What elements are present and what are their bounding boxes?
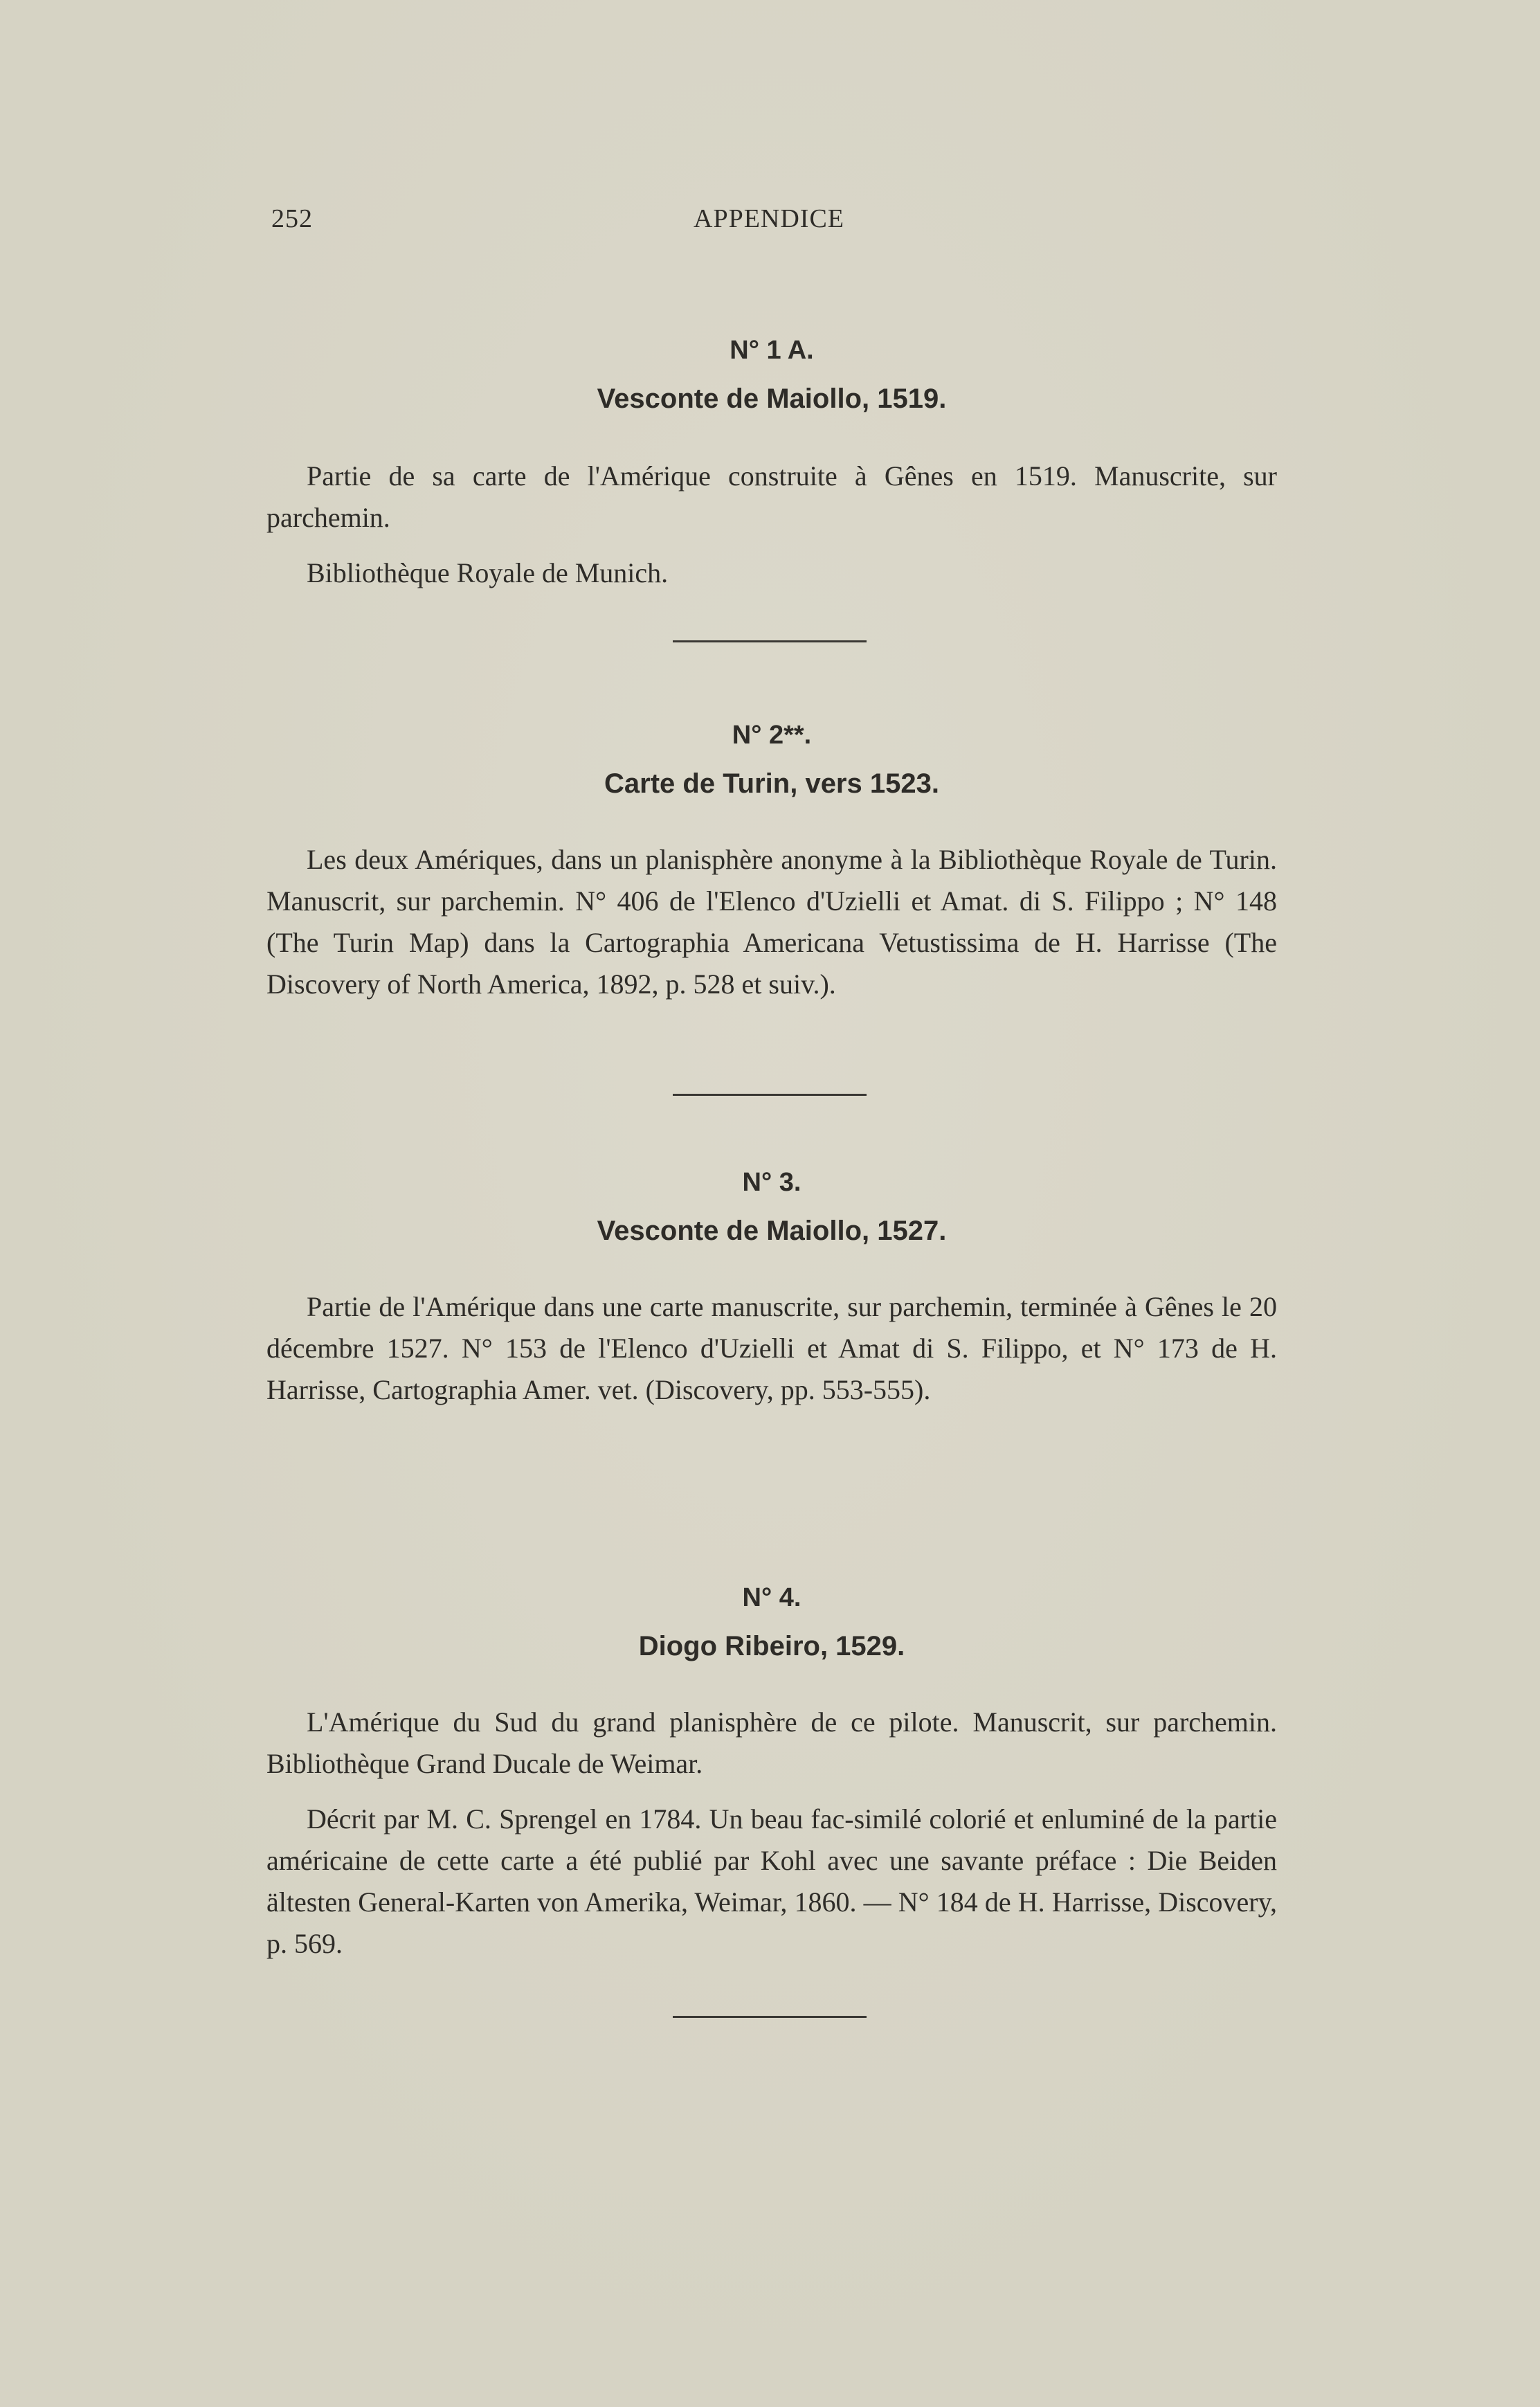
- running-head: [271, 199, 1274, 241]
- entry-paragraph: Partie de sa carte de l'Amérique construite à Gênes en 1519. Manuscrite, sur parchemin.: [266, 460, 1277, 533]
- entry-2: [266, 716, 1277, 1005]
- entry-3: [266, 1163, 1277, 1411]
- section-divider: [673, 2016, 867, 2018]
- entry-heading: Vesconte de Maiollo, 1519.: [597, 384, 947, 414]
- entry-heading: Carte de Turin, vers 1523.: [604, 768, 939, 799]
- entry-paragraph: L'Amérique du Sud du grand planisphère de ce pilote. Manuscrit, sur parchemin. Bibliothèque Grand Ducale de Weimar.: [266, 1706, 1277, 1779]
- entry-number: N° 2**.: [732, 721, 812, 750]
- entry-4: [266, 1578, 1277, 1965]
- entry-paragraph: Partie de l'Amérique dans une carte manuscrite, sur parchemin, terminée à Gênes le 20 décembre 1527. N° 153 de l'Elenco d'Uzielli et Amat di S. Filippo, et N° 173 de H. Harrisse, Cartographia Amer. vet. (Discovery, pp. 553-555).: [266, 1291, 1277, 1405]
- entry-number: N° 1 A.: [730, 336, 814, 365]
- entry-1: [266, 331, 1277, 594]
- entry-paragraph: Les deux Amériques, dans un planisphère anonyme à la Bibliothèque Royale de Turin. Manuscrit, sur parchemin. N° 406 de l'Elenco d'Uzielli et Amat. di S. Filippo ; N° 148 (The Turin Map) dans la Cartographia Americana Vetustissima de H. Harrisse (The Discovery of North America, 1892, p. 528 et suiv.).: [266, 844, 1277, 1000]
- running-title: APPENDICE: [694, 204, 845, 233]
- entry-number: N° 3.: [742, 1168, 801, 1197]
- page-number: 252: [271, 204, 313, 233]
- entry-heading: Vesconte de Maiollo, 1527.: [597, 1216, 947, 1246]
- section-divider: [673, 640, 867, 642]
- entry-paragraph: Décrit par M. C. Sprengel en 1784. Un beau fac-similé colorié et enluminé de la partie américaine de cette carte a été publié par Kohl avec une savante préface : Die Beiden ältesten General-Karten von Amerika, Weimar, 1860. — N° 184 de H. Harrisse, Discovery, p. 569.: [266, 1803, 1277, 1959]
- section-divider: [673, 1094, 867, 1096]
- entry-paragraph: Bibliothèque Royale de Munich.: [307, 557, 669, 588]
- entry-heading: Diogo Ribeiro, 1529.: [638, 1631, 905, 1661]
- entry-number: N° 4.: [742, 1583, 801, 1612]
